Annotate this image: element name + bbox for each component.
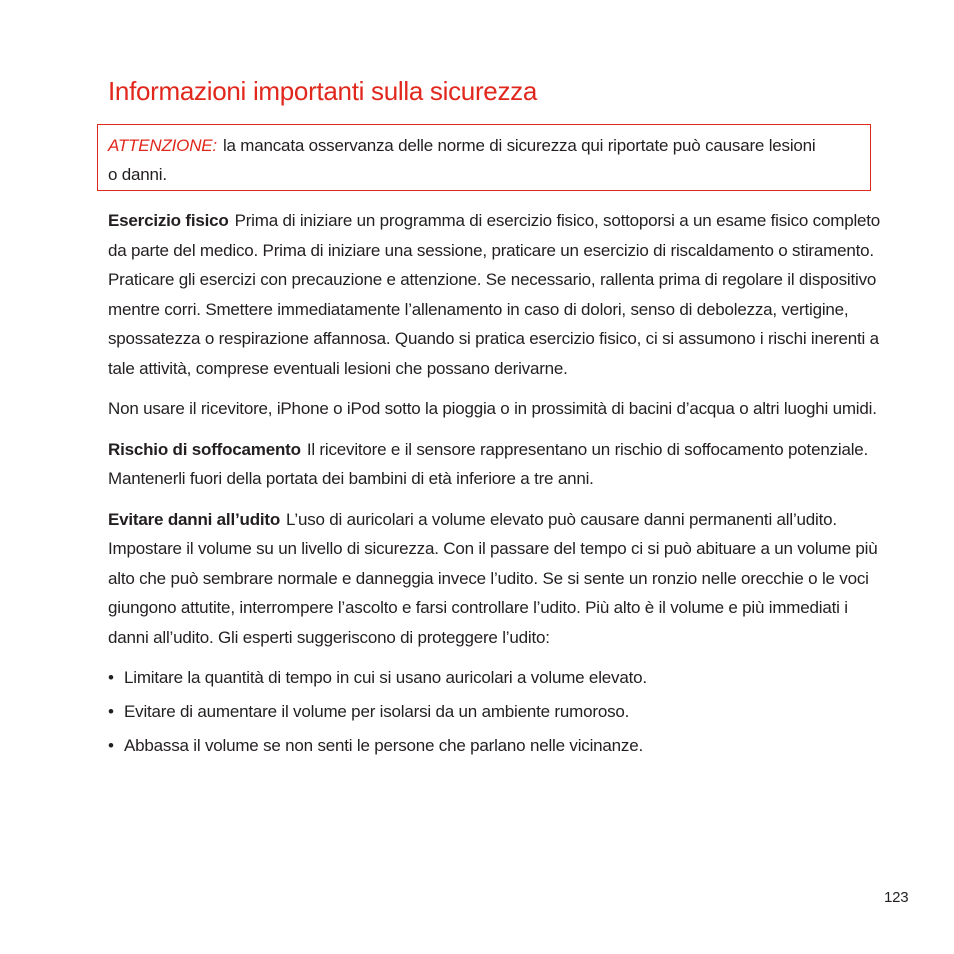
section-heading-exercise: Esercizio fisico [108,211,229,230]
bullet-icon: • [108,736,114,755]
list-item [108,663,888,693]
body-content [108,206,888,765]
warning-text-block [108,131,828,189]
section-text-choking: Il ricevitore e il sensore rappresentano un rischio di soffocamento potenziale. Mantenerli fuori della portata dei bambini di età inferiore a tre anni. [108,439,869,488]
list-item-text: Abbassa il volume se non senti le persone che parlano nelle vicinanze. [124,736,643,755]
warning-box [97,124,871,191]
section-text-exercise: Prima di iniziare un programma di esercizio fisico, sottoporsi a un esame fisico completo da parte del medico. Prima di iniziare una sessione, praticare un esercizio di riscaldamento o stiramento. Praticare gli esercizi con precauzione e attenzione. Se necessario, rallenta prima di regolare il dispositivo mentre corri. Smettere immediatamente l’allenamento in caso di dolori, senso di debolezza, vertigine, spossatezza o respirazione affannosa. Quando si pratica esercizio fisico, ci si assumono i rischi inerenti a tale attività, comprese eventuali lesioni che possano derivarne. [108,211,881,378]
section-text-hearing: L’uso di auricolari a volume elevato può causare danni permanenti all’udito. Impostare il volume su un livello di sicurezza. Con il passare del tempo ci si può abituare a un volume più alto che può sembrare normale e danneggia invece l’udito. Se si sente un ronzio nelle orecchie o le voci giungono attutite, interrompere l’ascolto e farsi controllare l’udito. Più alto è il volume e più immediati i danni all’udito. Gli esperti suggeriscono di proteggere l’udito: [108,509,878,647]
section-hearing [108,505,888,653]
page-title: Informazioni importanti sulla sicurezza [108,76,538,106]
list-item [108,697,888,727]
section-heading-hearing: Evitare danni all’udito [108,509,281,529]
section-water [108,394,888,424]
section-heading-choking: Rischio di soffocamento [108,439,301,459]
section-text-water: Non usare il ricevitore, iPhone o iPod sotto la pioggia o in prossimità di bacini d’acqua o altri luoghi umidi. [108,399,877,418]
list-item-text: Evitare di aumentare il volume per isolarsi da un ambiente rumoroso. [124,702,630,721]
list-item [108,731,888,761]
bullet-icon: • [108,702,114,721]
warning-message: la mancata osservanza delle norme di sicurezza qui riportate può causare lesioni o danni. [108,136,816,184]
section-choking [108,435,888,494]
hearing-tips-list [108,663,888,761]
page-number: 123 [884,889,909,906]
warning-label: ATTENZIONE: [108,136,217,155]
list-item-text: Limitare la quantità di tempo in cui si usano auricolari a volume elevato. [124,668,647,687]
bullet-icon: • [108,668,114,687]
section-exercise [108,206,888,383]
